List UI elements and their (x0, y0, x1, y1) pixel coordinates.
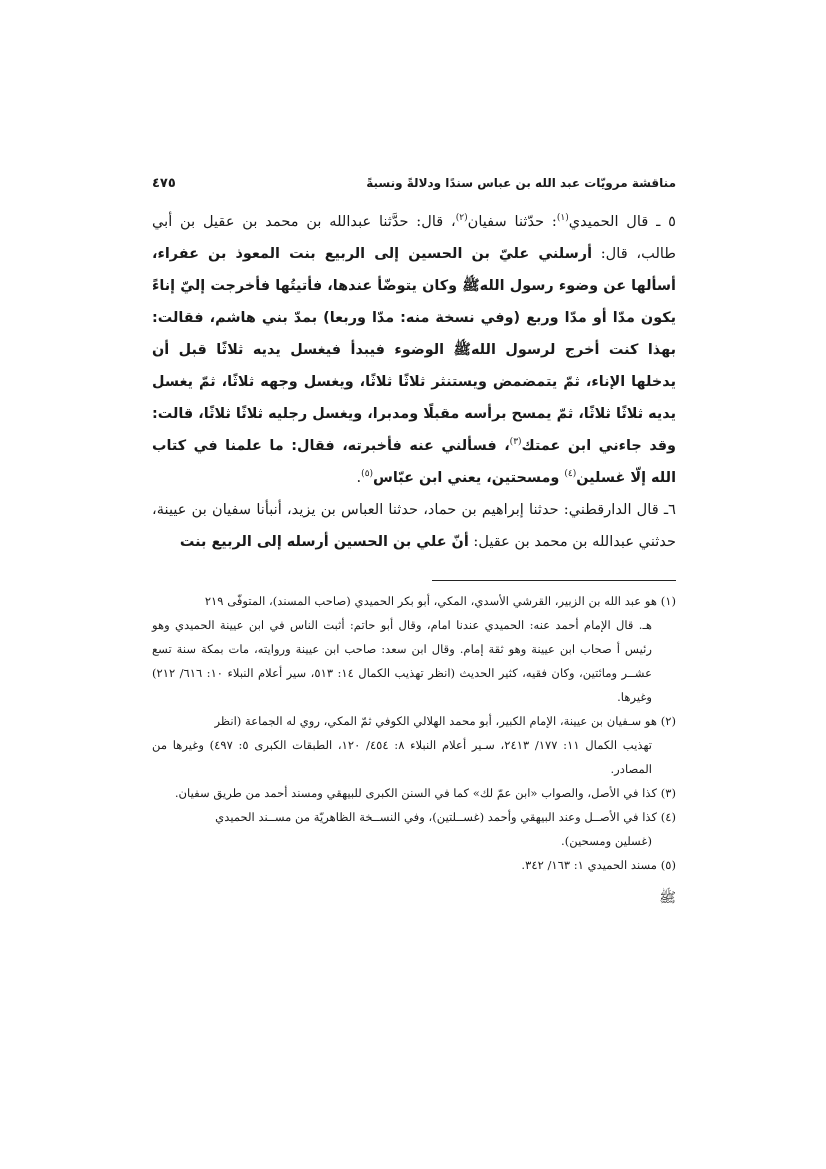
end-mark: ﷺ (659, 890, 676, 906)
footnote-ref-2[interactable]: (٢) (455, 213, 468, 224)
salawat-mark: ﷺ (453, 342, 471, 358)
footnote-number: (٢) (660, 714, 676, 728)
p5-end: . (356, 469, 362, 486)
running-header (152, 176, 676, 198)
footnote-ref-1[interactable]: (١) (556, 213, 569, 224)
footnote-5 (152, 853, 676, 877)
p5-bold-5: ومسحتين، يعني ابن عبّاس (373, 470, 565, 486)
p6-bold: أنّ علي بن الحسين أرسله إلى الربيع بنت (179, 534, 469, 550)
paragraph-5 (152, 206, 676, 494)
p5-text-1: : حدّثنا سفيان (467, 213, 557, 230)
footnote-number: (٥) (660, 858, 676, 872)
footnote-continuation: (غسلين ومسحين). (561, 834, 652, 848)
page-number: ٤٧٥ (152, 176, 176, 191)
main-text (152, 206, 676, 558)
p5-bold-4: ، فسألني عنه فأخبرته، فقال: ما علمنا في كتاب الله إلّا غسلين (152, 438, 676, 486)
footnote-text: كذا في الأصل، والصواب «ابن عمّ لك» كما في السنن الكبرى للبيهقي ومسند أحمد من طريق سفيان. (174, 786, 658, 800)
p5-lead: ٥ ـ قال الحميدي (568, 213, 676, 230)
p5-bold-2: وكان يتوضّأ عندها، فأتيتُها فأخرجت إليّ إناءً يكون مدّا أو مدّا وربع (وفي نسخة منه: مدّا وربعا) بمدّ بني هاشم، فقالت: بهذا كنت أخرج لرسول الله (152, 278, 676, 358)
footnote-3 (152, 781, 676, 805)
footnote-ref-3[interactable]: (٣) (509, 437, 522, 448)
footnote-separator (432, 580, 676, 581)
footnote-1 (152, 589, 676, 709)
p5-bold-3: الوضوء فيبدأ فيغسل يديه ثلاثًا قبل أن يدخلها الإناء، ثمّ يتمضمض ويستنثر ثلاثًا ثلاثًا، ويغسل وجهه ثلاثًا، ثمّ يغسل يديه ثلاثًا ثلاثًا، ثمّ يمسح برأسه مقبلًا ومدبرا، ويغسل رجليه ثلاثًا ثلاثًا، قالت: وقد جاءني ابن عمتك (152, 342, 677, 454)
running-title: مناقشة مرويّات عبد الله بن عباس سندًا ودلالةً ونسبةً (366, 176, 676, 190)
footnote-number: (١) (660, 594, 676, 608)
salawat-mark: ﷺ (462, 278, 480, 294)
footnote-continuation: هـ. قال الإمام أحمد عنه: الحميدي عندنا امام، وقال أبو حاتم: أثبت الناس في ابن عيينة الحميدي وهو رئيس أ صحاب ابن عيينة وهو ثقة إمام. وقال ابن سعد: صاحب ابن عيينة وروايته، مات بمكة سنة تسع عشــر ومائتين، وكان فقيه، كثير الحديث (انظر تهذيب الكمال ١٤: ٥١٣، سير أعلام النبلاء ١٠: ٦١٦/ ٢١٢) وغيرها. (152, 618, 653, 704)
p6-text: ٦ـ قال الدارقطني: حدثنا إبراهيم بن حماد، حدثنا العباس بن يزيد، أنبأنا سفيان بن عيينة، حدثني عبدالله بن محمد بن عقيل: (152, 501, 676, 550)
footnote-number: (٤) (660, 810, 676, 824)
footnote-4 (152, 805, 676, 853)
p5-bold-1: أرسلني عليّ بن الحسين إلى الربيع بنت المعوذ بن عفراء، أسألها عن وضوء رسول الله (152, 246, 676, 294)
footnote-text: كذا في الأصــل وعند البيهقي وأحمد (غســلتين)، وفي النســخة الظاهريّة من مســند الحميدي (215, 810, 658, 824)
footnote-text: مسند الحميدي ١: ١٦٣/ ٣٤٢. (521, 858, 658, 872)
paragraph-6 (152, 494, 676, 558)
footnotes (152, 589, 676, 877)
document-page (152, 176, 676, 909)
footnote-ref-4[interactable]: (٤) (564, 469, 577, 480)
p5-text-2: ، قال: حدَّثنا عبدالله بن محمد بن عقيل بن أبي طالب، قال: (152, 213, 676, 262)
footnote-text: هو عبد الله بن الزبير، القرشي الأسدي، المكي، أبو بكر الحميدي (صاحب المسند)، المتوفّى ٢١٩ (204, 594, 658, 608)
footnote-text: هو سـفيان بن عيينة، الإمام الكبير، أبو محمد الهلالي الكوفي ثمّ المكي، روي له الجماعة (انظر (214, 714, 658, 728)
footnote-2 (152, 709, 676, 781)
footnote-continuation: تهذيب الكمال ١١: ١٧٧/ ٢٤١٣، سـير أعلام النبلاء ٨: ٤٥٤/ ١٢٠، الطبقات الكبرى ٥: ٤٩٧) وغيرها من المصادر. (152, 738, 653, 776)
footnote-ref-5[interactable]: (٥) (361, 469, 374, 480)
footnote-number: (٣) (660, 786, 676, 800)
